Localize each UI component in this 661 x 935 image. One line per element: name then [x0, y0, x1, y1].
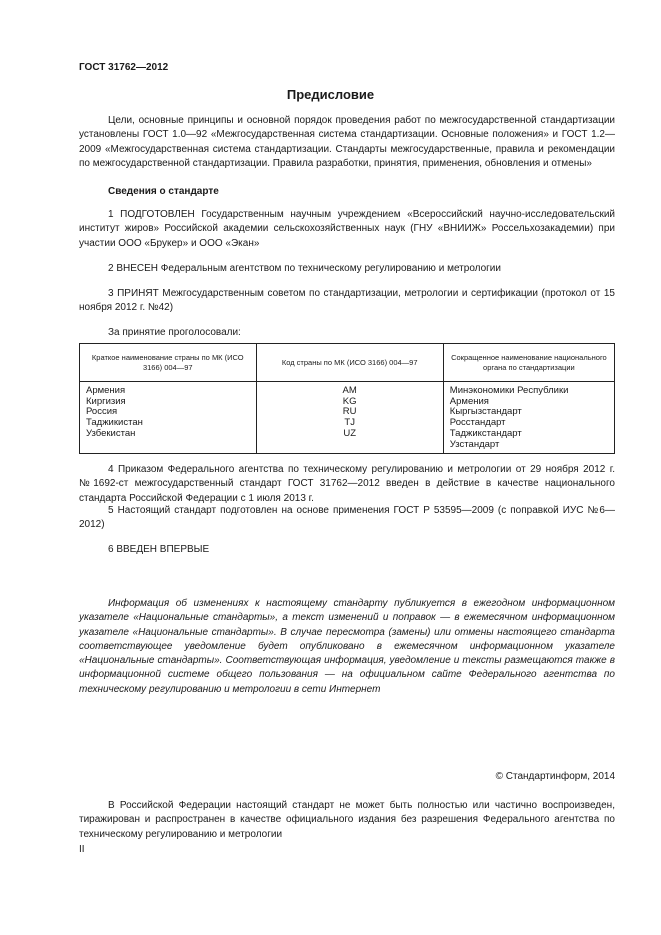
item-5	[79, 504, 615, 533]
item-4-text: 4 Приказом Федерального агентства по техническому регулированию и метрологии от 29 ноября 2012 г. №1692-ст межгосударственный стандарт ГОСТ 31762—2012 введен в действие в качестве национального стандарта Российской Федерации с 1 июля 2013 г.	[79, 464, 615, 504]
country-names-cell: Армения Киргизия Россия Таджикистан Узбекистан	[80, 382, 257, 454]
header-country-name: Краткое наименование страны по МК (ИСО 3166) 004—97	[80, 344, 257, 382]
header-national-body: Сокращенное наименование национального органа по стандартизации	[443, 344, 614, 382]
country-codes-cell: AM KG RU TJ UZ	[256, 382, 443, 454]
page-number: II	[79, 844, 85, 855]
legal-notice	[79, 799, 615, 842]
item-2: 2 ВНЕСЕН Федеральным агентством по техническому регулированию и метрологии	[108, 263, 501, 274]
item-4	[79, 463, 615, 506]
item-6: 6 ВВЕДЕН ВПЕРВЫЕ	[108, 544, 210, 555]
member-states-table	[79, 343, 615, 454]
section-title: Сведения о стандарте	[108, 186, 219, 197]
copyright: © Стандартинформ, 2014	[495, 771, 615, 782]
item-5-text: 5 Настоящий стандарт подготовлен на основе применения ГОСТ Р 53595—2009 (с поправкой ИУС №6—2012)	[79, 505, 615, 531]
header-country-code: Код страны по МК (ИСО 3166) 004—97	[256, 344, 443, 382]
voted-label: За принятие проголосовали:	[108, 327, 241, 338]
intro-text: Цели, основные принципы и основной порядок проведения работ по межгосударственной стандартизации установлены ГОСТ 1.0—92 «Межгосударственная система стандартизации. Основные положения» и ГОСТ 1.2—2009 «Межгосударственная система стандартизации. Стандарты межгосударственные, правила и рекомендации по межгосударственной стандартизации. Правила разработки, принятия, применения, обновления и отмены»	[79, 115, 615, 169]
legal-text: В Российской Федерации настоящий стандарт не может быть полностью или частично воспроизведен, тиражирован и распространен в качестве официального издания без разрешения Федерального агентства по техническому регулированию и метрологии	[79, 800, 615, 840]
national-bodies-cell: Минэкономики Республики Армения Кыргызстандарт Росстандарт Таджикстандарт Узстандарт	[443, 382, 614, 454]
item-3-text: 3 ПРИНЯТ Межгосударственным советом по стандартизации, метрологии и сертификации (протокол от 15 ноября 2012 г. №42)	[79, 288, 615, 314]
item-1-text: 1 ПОДГОТОВЛЕН Государственным научным учреждением «Всероссийский научно-исследовательский институт жиров» Российской академии сельскохозяйственных наук (ГНУ «ВНИИЖ» Россельхозакадемии) при участии ООО «Брукер» и ООО «Экан»	[79, 209, 615, 249]
table-row	[80, 382, 615, 454]
document-header: ГОСТ 31762—2012	[79, 62, 169, 73]
info-text: Информация об изменениях к настоящему стандарту публикуется в ежегодном информационном указателе «Национальные стандарты», а текст изменений и поправок — в ежемесячном информационном указателе «Национальные стандарты». В случае пересмотра (замены) или отмены настоящего стандарта соответствующее уведомление будет опубликовано в ежемесячном информационном указателе «Национальные стандарты». Соответствующая информация, уведомление и тексты размещаются также в информационной системе общего пользования — на официальном сайте Федерального агентства по техническому регулированию и метрологии в сети Интернет	[79, 598, 615, 695]
item-1	[79, 208, 615, 251]
intro-paragraph	[79, 114, 615, 171]
page-title: Предисловие	[286, 87, 375, 102]
table-header-row	[80, 344, 615, 382]
info-paragraph	[79, 597, 615, 697]
item-3	[79, 287, 615, 316]
